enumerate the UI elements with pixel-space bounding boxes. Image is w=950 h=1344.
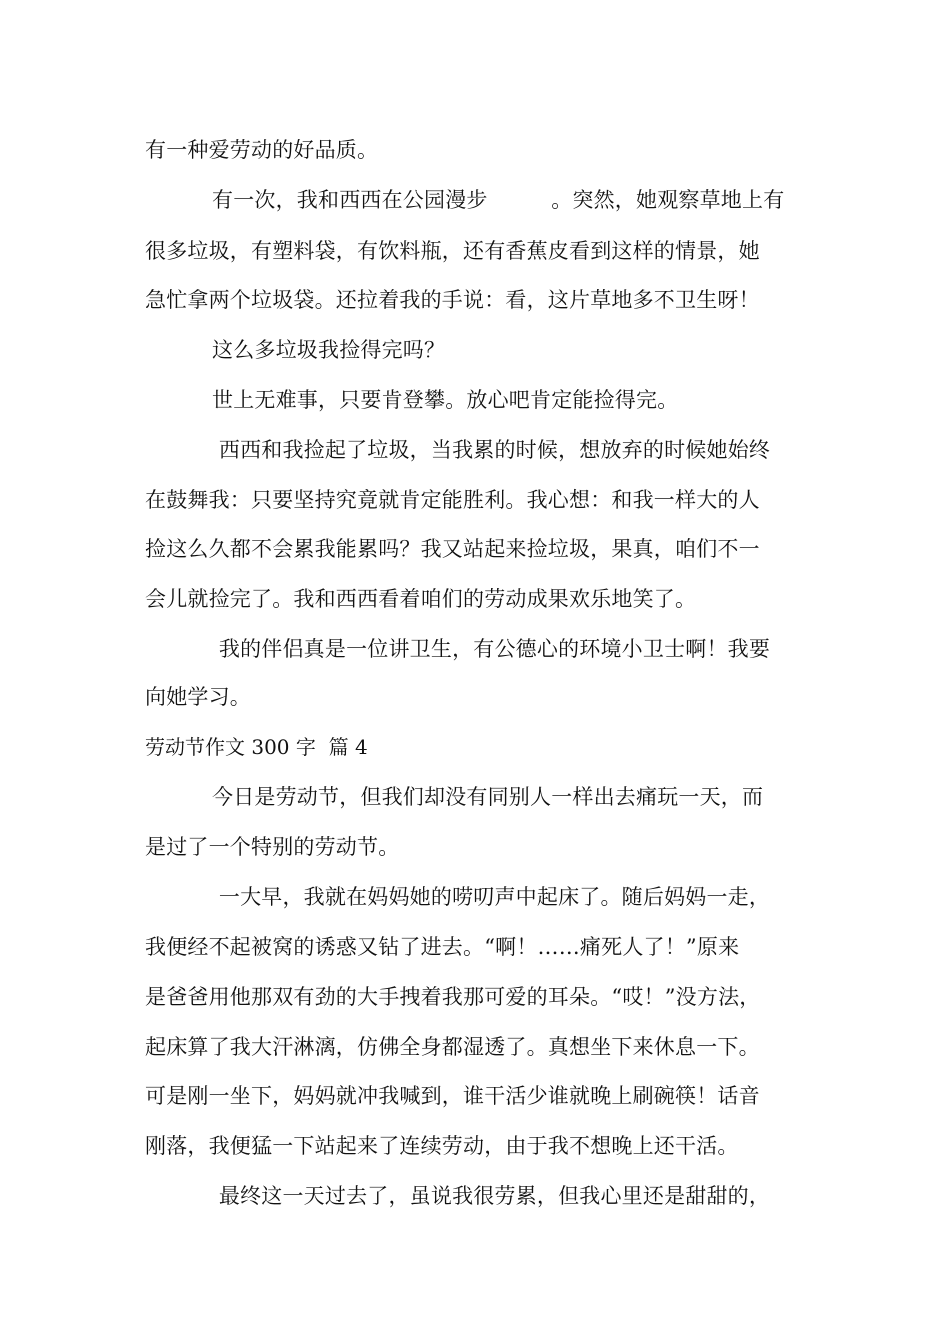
text-line: 捡这么久都不会累我能累吗？我又站起来捡垃圾，果真，咱们不一 (145, 537, 760, 561)
text-line: 一大早，我就在妈妈她的唠叨声中起床了。随后妈妈一走， (212, 885, 771, 909)
text-line: 会儿就捡完了。我和西西看着咱们的劳动成果欢乐地笑了。 (145, 587, 697, 611)
text-line: 今日是劳动节，但我们却没有同别人一样出去痛玩一天，而 (212, 785, 764, 809)
text-line: 世上无难事，只要肯登攀。放心吧肯定能捡得完。 (212, 388, 679, 412)
text-line: 可是刚一坐下，妈妈就冲我喊到，谁干活少谁就晚上刷碗筷！话音 (145, 1084, 760, 1108)
text-line: 急忙拿两个垃圾袋。还拉着我的手说：看，这片草地多不卫生呀！ (145, 288, 760, 312)
text-line: 我的伴侣真是一位讲卫生，有公德心的环境小卫士啊！我要 (212, 637, 771, 661)
text-line: 是过了一个特别的劳动节。 (145, 835, 400, 859)
text-line: 起床算了我大汗淋漓，仿佛全身都湿透了。真想坐下来休息一下。 (145, 1035, 760, 1059)
text-line: 最终这一天过去了，虽说我很劳累，但我心里还是甜甜的， (212, 1184, 771, 1208)
text-line: 是爸爸用他那双有劲的大手拽着我那可爱的耳朵。“哎！”没方法， (145, 985, 761, 1009)
section-heading: 劳动节作文 300 字 篇 4 (145, 735, 368, 759)
text-line: 在鼓舞我：只要坚持究竟就肯定能胜利。我心想：和我一样大的人 (145, 488, 760, 512)
text-line: 很多垃圾，有塑料袋，有饮料瓶，还有香蕉皮看到这样的情景，她 (145, 239, 760, 263)
text-line: 有一次，我和西西在公园漫步 。突然，她观察草地上有 (212, 188, 785, 212)
text-line: 这么多垃圾我捡得完吗？ (212, 338, 446, 362)
text-line: 向她学习。 (145, 685, 251, 709)
text-line: 西西和我捡起了垃圾，当我累的时候，想放弃的时候她始终 (212, 438, 771, 462)
text-line: 我便经不起被窝的诱惑又钻了进去。“啊！……痛死人了！”原来 (145, 935, 740, 959)
text-line: 有一种爱劳动的好品质。 (145, 138, 379, 162)
text-line: 刚落，我便猛一下站起来了连续劳动，由于我不想晚上还干活。 (145, 1134, 739, 1158)
